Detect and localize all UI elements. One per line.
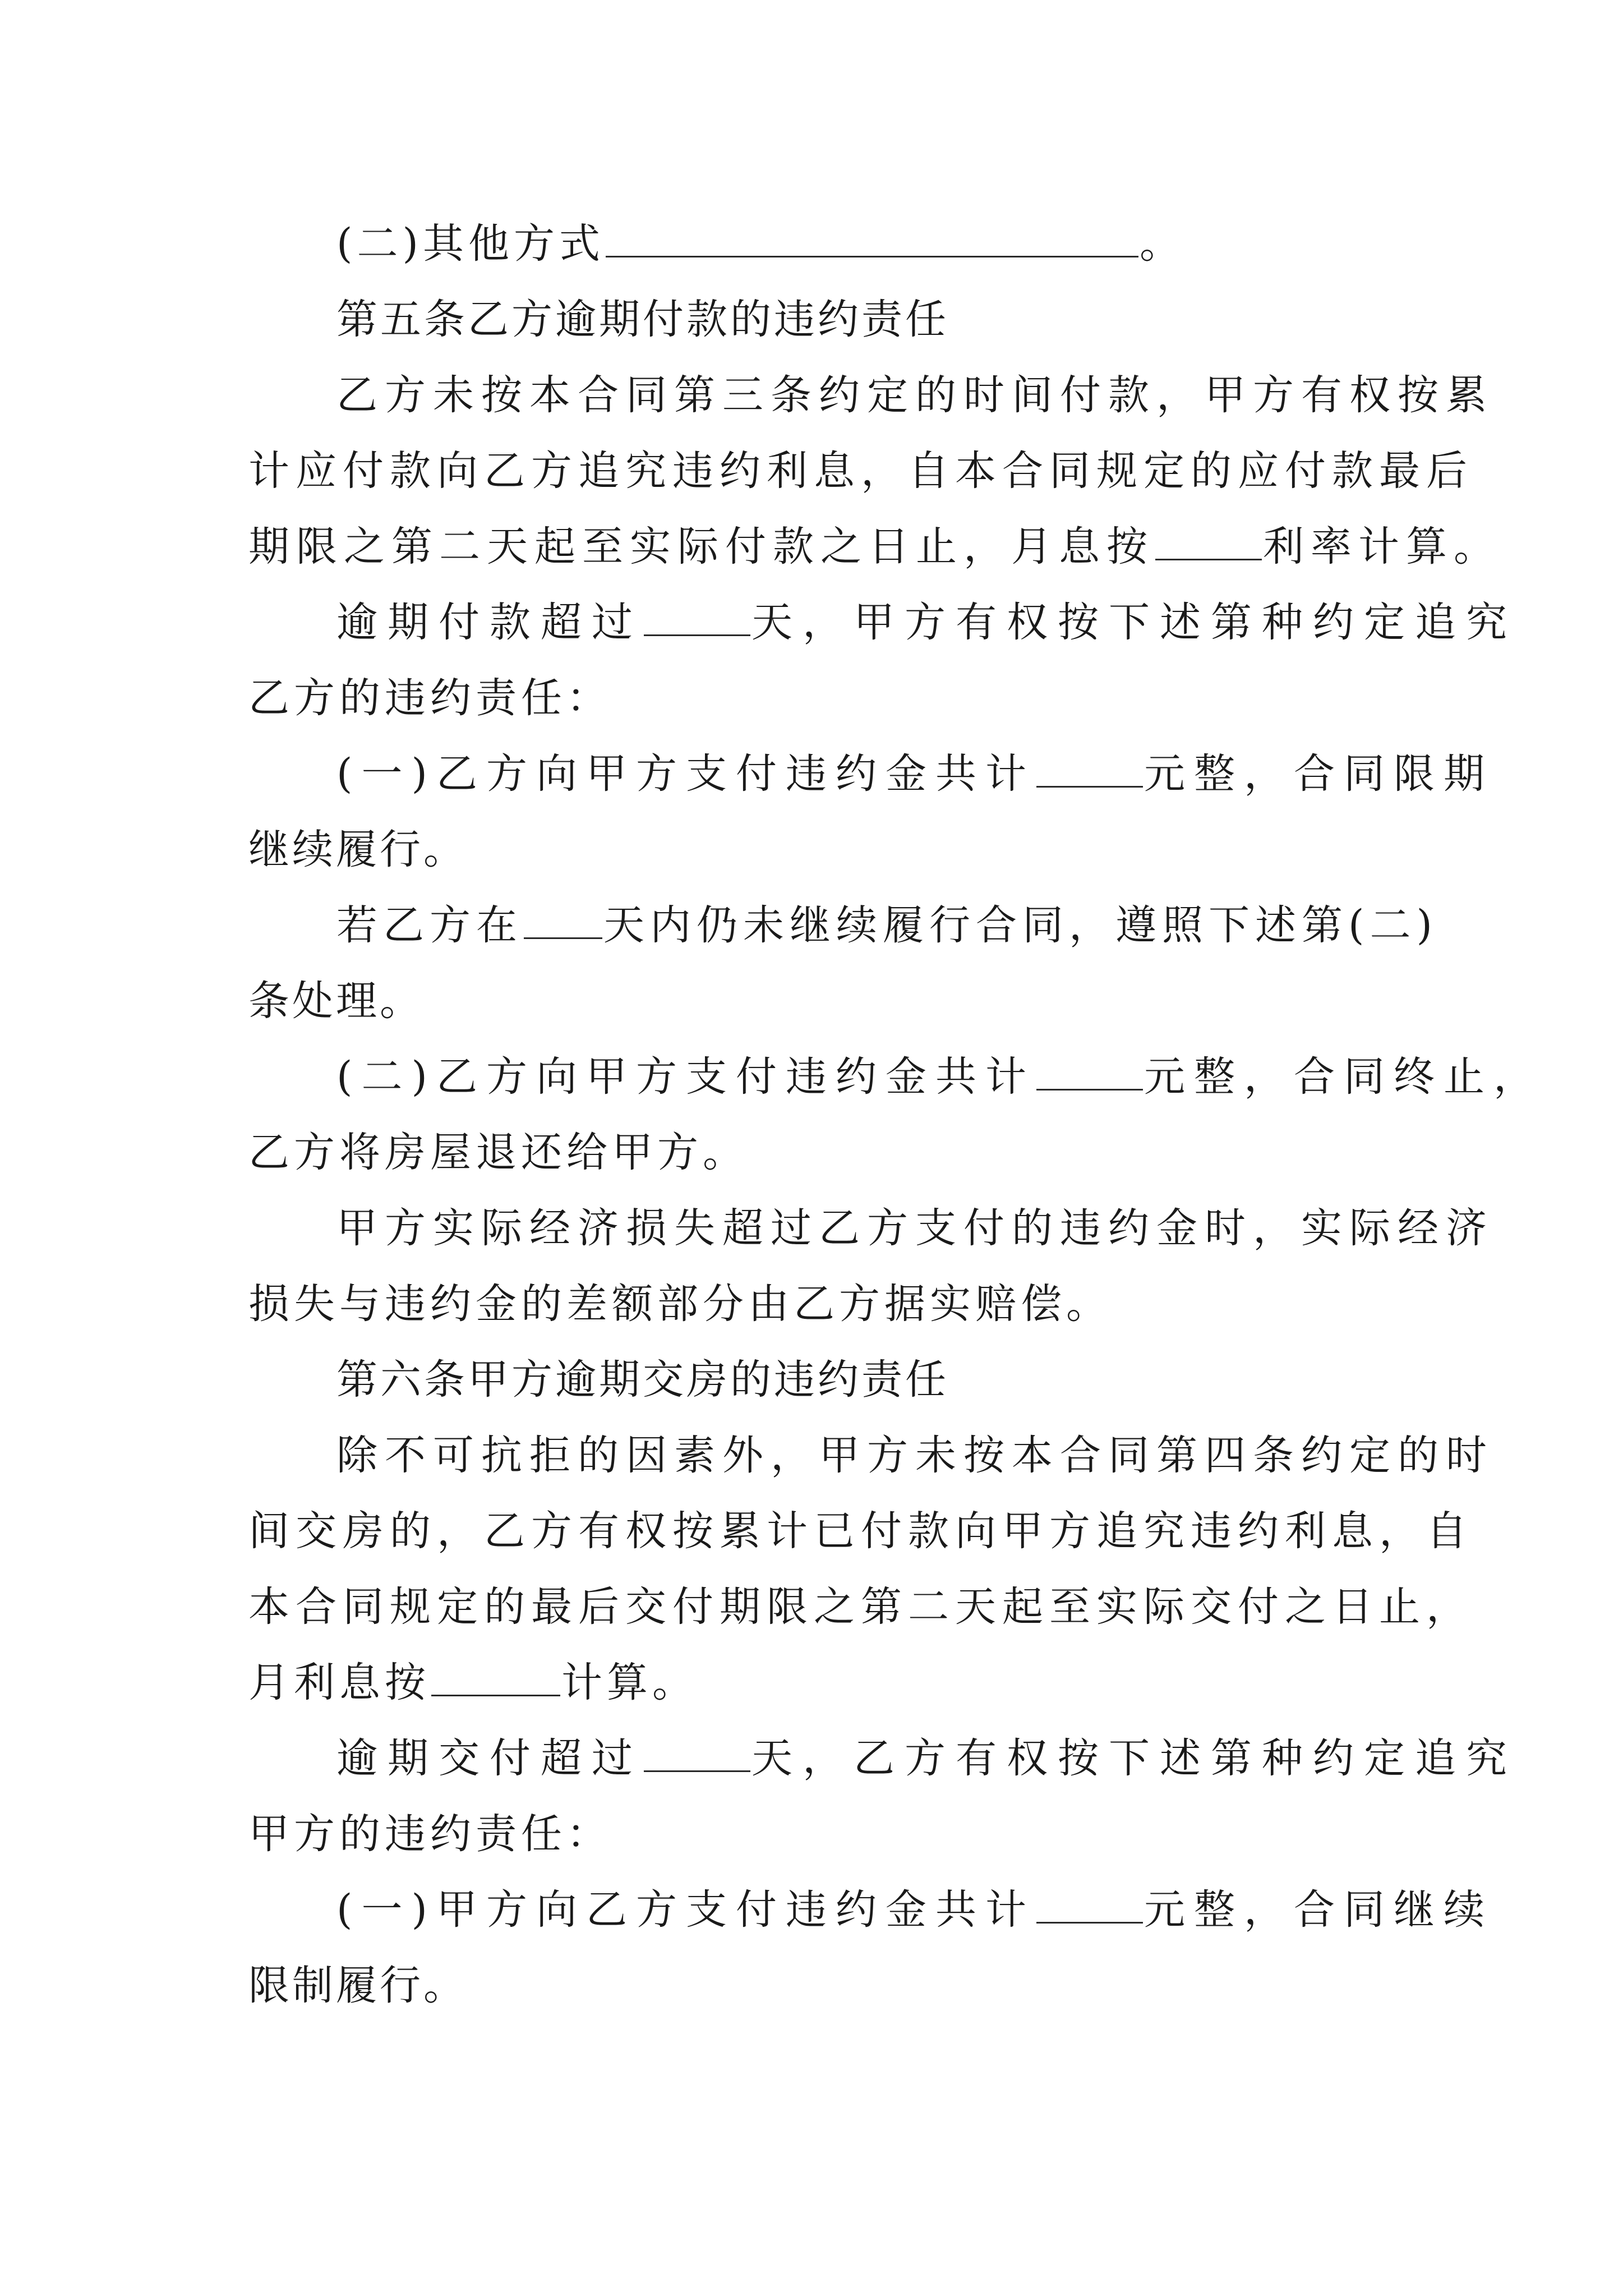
document-line xyxy=(0,1428,1623,1484)
document-line xyxy=(0,595,1623,651)
line-text: (一)乙方向甲方支付违约金共计 xyxy=(336,750,1035,798)
line-text: 利率计算。 xyxy=(1263,523,1501,570)
document-line xyxy=(0,1958,1623,2014)
line-text: 月利息按 xyxy=(248,1659,430,1706)
document-line xyxy=(0,1200,1623,1257)
document-line xyxy=(0,973,1623,1029)
line-text: 逾期交付超过 xyxy=(336,1734,643,1782)
line-text: (一)甲方向乙方支付违约金共计 xyxy=(336,1886,1035,1934)
fill-in-blank xyxy=(644,595,750,636)
line-text: 天内仍未继续履行合同，遵照下述第(二) xyxy=(603,901,1438,949)
document-line xyxy=(0,1049,1623,1105)
document-line xyxy=(0,1731,1623,1787)
document-line xyxy=(0,746,1623,802)
line-text: 除不可抗拒的因素外，甲方未按本合同第四条约定的时 xyxy=(336,1432,1494,1479)
line-text: 第六条甲方逾期交房的违约责任 xyxy=(336,1356,949,1404)
line-text: 继续履行。 xyxy=(248,826,467,873)
document-line xyxy=(0,670,1623,726)
document-line xyxy=(0,443,1623,499)
line-text: 限制履行。 xyxy=(248,1962,467,2009)
line-text: 间交房的，乙方有权按累计已付款向甲方追究违约利息，自 xyxy=(248,1507,1473,1555)
document-line xyxy=(0,898,1623,954)
line-text: (二)乙方向甲方支付违约金共计 xyxy=(336,1053,1035,1101)
document-line xyxy=(0,1579,1623,1635)
fill-in-blank xyxy=(1036,747,1143,788)
document-line xyxy=(0,1352,1623,1408)
line-text: 乙方的违约责任： xyxy=(248,674,612,722)
line-text: 损失与违约金的差额部分由乙方据实赔偿。 xyxy=(248,1280,1112,1328)
line-text: 若乙方在 xyxy=(336,901,523,949)
line-text: 本合同规定的最后交付期限之第二天起至实际交付之日止， xyxy=(248,1583,1473,1631)
line-text: 期限之第二天起至实际付款之日止，月息按 xyxy=(248,523,1154,570)
line-text: 。 xyxy=(1139,220,1185,268)
line-text: 天，乙方有权按下述第种约定追究 xyxy=(751,1734,1517,1782)
document-line xyxy=(0,367,1623,424)
line-text: 乙方未按本合同第三条约定的时间付款，甲方有权按累 xyxy=(336,371,1494,419)
line-text: 计应付款向乙方追究违约利息，自本合同规定的应付款最后 xyxy=(248,447,1473,495)
line-text: 元整，合同终止， xyxy=(1144,1053,1543,1101)
fill-in-blank xyxy=(644,1731,750,1772)
fill-in-blank xyxy=(524,898,602,939)
line-text: 元整，合同继续 xyxy=(1144,1886,1493,1934)
document-line xyxy=(0,519,1623,575)
fill-in-blank xyxy=(431,1655,560,1696)
line-text: 甲方的违约责任： xyxy=(248,1810,612,1858)
line-text: 计算。 xyxy=(561,1659,698,1706)
line-text: 元整，合同限期 xyxy=(1144,750,1493,798)
fill-in-blank xyxy=(606,217,1138,257)
line-text: 逾期付款超过 xyxy=(336,599,643,646)
document-line xyxy=(0,1882,1623,1938)
line-text: 天，甲方有权按下述第种约定追究 xyxy=(751,599,1517,646)
document-line xyxy=(0,216,1623,272)
document-line xyxy=(0,1276,1623,1332)
line-text: 条处理。 xyxy=(248,977,423,1025)
document-line xyxy=(0,822,1623,878)
document-line xyxy=(0,1806,1623,1862)
document-line xyxy=(0,1503,1623,1559)
line-text: 第五条乙方逾期付款的违约责任 xyxy=(336,296,949,343)
fill-in-blank xyxy=(1036,1050,1143,1091)
document-line xyxy=(0,292,1623,348)
line-text: (二)其他方式 xyxy=(336,220,605,268)
fill-in-blank xyxy=(1155,519,1262,560)
document-line xyxy=(0,1125,1623,1181)
line-text: 乙方将房屋退还给甲方。 xyxy=(248,1129,748,1176)
fill-in-blank xyxy=(1036,1883,1143,1924)
line-text: 甲方实际经济损失超过乙方支付的违约金时，实际经济 xyxy=(336,1204,1494,1252)
document-line xyxy=(0,1655,1623,1711)
